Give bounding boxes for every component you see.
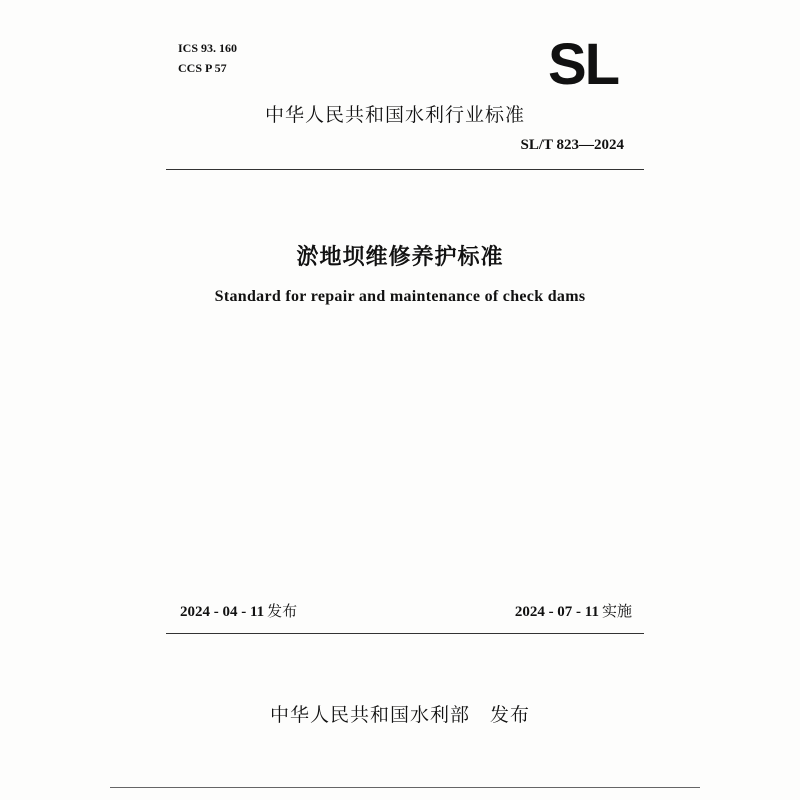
issue-date: 2024 - 04 - 11 <box>180 604 265 620</box>
issue-label: 发布 <box>267 602 298 620</box>
title-chinese: 淤地坝维修养护标准 <box>296 245 504 270</box>
header-divider <box>166 169 644 170</box>
ccs-code: CCS P 57 <box>178 61 227 75</box>
standard-category: 中华人民共和国水利行业标准 <box>264 104 525 126</box>
publisher: 中华人民共和国水利部 发布 <box>269 704 530 726</box>
ics-code: ICS 93. 160 <box>178 41 238 55</box>
title-english: Standard for repair and maintenance of check dams <box>214 288 586 305</box>
sl-logo-icon <box>548 38 638 90</box>
implementation-label: 实施 <box>601 602 632 620</box>
classification-codes <box>178 38 237 78</box>
standard-number: SL/T 823—2024 <box>520 137 624 153</box>
implementation-date: 2024 - 07 - 11 <box>514 604 599 620</box>
implementation-date-line <box>515 600 632 621</box>
page-bottom-edge <box>110 787 700 788</box>
footer-divider <box>166 633 644 634</box>
issue-date-line <box>180 600 297 621</box>
sl-logo-text: SL <box>548 38 619 90</box>
